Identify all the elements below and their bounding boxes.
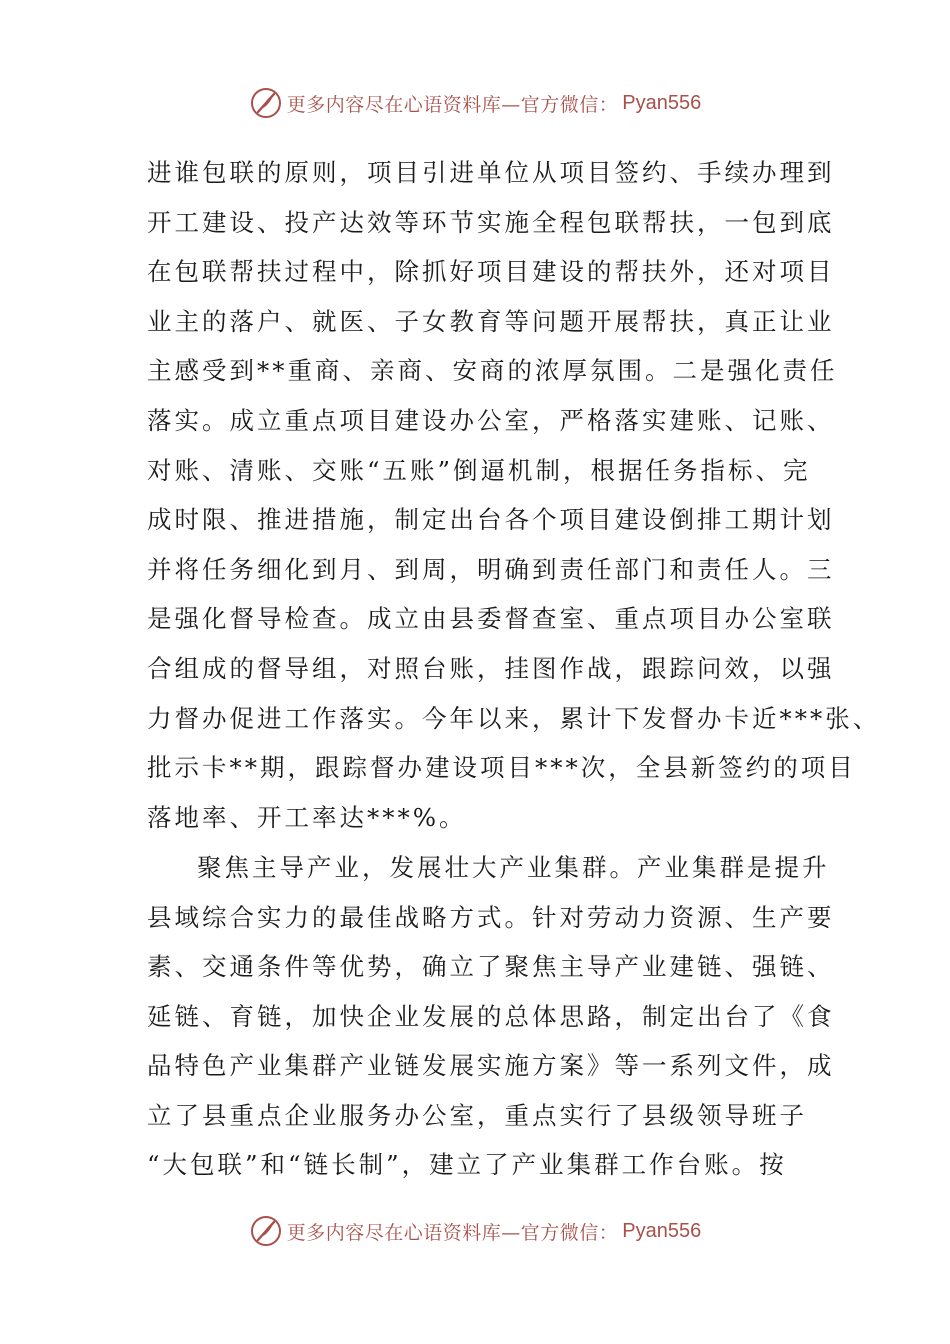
watermark-text: 更多内容尽在心语资料库—官方微信： (286, 93, 619, 116)
quill-logo-icon (249, 86, 283, 120)
quill-logo-icon (249, 1214, 283, 1248)
text-line: 批示卡**期，跟踪督办建设项目***次，全县新签约的项目 (147, 753, 856, 783)
text-line: 对账、清账、交账“五账”倒逼机制，根据任务指标、完 (147, 455, 811, 485)
text-line: 素、交通条件等优势，确立了聚焦主导产业建链、强链、 (147, 952, 835, 982)
text-line: 品特色产业集群产业链发展实施方案》等一系列文件，成 (147, 1051, 835, 1081)
watermark-wechat-id: Pyan556 (622, 1219, 702, 1242)
paragraph-1 (147, 148, 881, 842)
text-line: 成时限、推进措施，制定出台各个项目建设倒排工期计划 (147, 505, 835, 535)
text-line: “大包联”和“链长制”，建立了产业集群工作台账。按 (147, 1150, 787, 1180)
text-line: 落地率、开工率达***%。 (147, 802, 467, 832)
watermark-text: 更多内容尽在心语资料库—官方微信： (286, 1221, 619, 1244)
document-body (147, 148, 881, 1190)
text-line: 开工建设、投产达效等环节实施全程包联帮扶，一包到底 (147, 207, 835, 237)
text-line: 落实。成立重点项目建设办公室，严格落实建账、记账、 (147, 405, 835, 435)
watermark-footer (0, 1211, 950, 1251)
text-line: 在包联帮扶过程中，除抓好项目建设的帮扶外，还对项目 (147, 257, 835, 287)
text-line: 并将任务细化到月、到周，明确到责任部门和责任人。三 (147, 554, 835, 584)
text-line: 县域综合实力的最佳战略方式。针对劳动力资源、生产要 (147, 902, 835, 932)
text-line: 是强化督导检查。成立由县委督查室、重点项目办公室联 (147, 604, 835, 634)
watermark-wechat-id: Pyan556 (622, 91, 702, 114)
text-line: 立了县重点企业服务办公室，重点实行了县级领导班子 (147, 1100, 807, 1130)
text-line: 力督办促进工作落实。今年以来，累计下发督办卡近***张、 (147, 703, 881, 733)
text-line: 合组成的督导组，对照台账，挂图作战，跟踪问效，以强 (147, 653, 835, 683)
text-line: 主感受到**重商、亲商、安商的浓厚氛围。二是强化责任 (147, 356, 838, 386)
watermark-header (0, 83, 950, 123)
text-line: 延链、育链，加快企业发展的总体思路，制定出台了《食 (147, 1001, 835, 1031)
text-line: 聚焦主导产业，发展壮大产业集群。产业集群是提升 (197, 852, 830, 882)
text-line: 进谁包联的原则，项目引进单位从项目签约、手续办理到 (147, 158, 835, 187)
text-line: 业主的落户、就医、子女教育等问题开展帮扶，真正让业 (147, 306, 835, 336)
paragraph-2 (147, 843, 835, 1190)
